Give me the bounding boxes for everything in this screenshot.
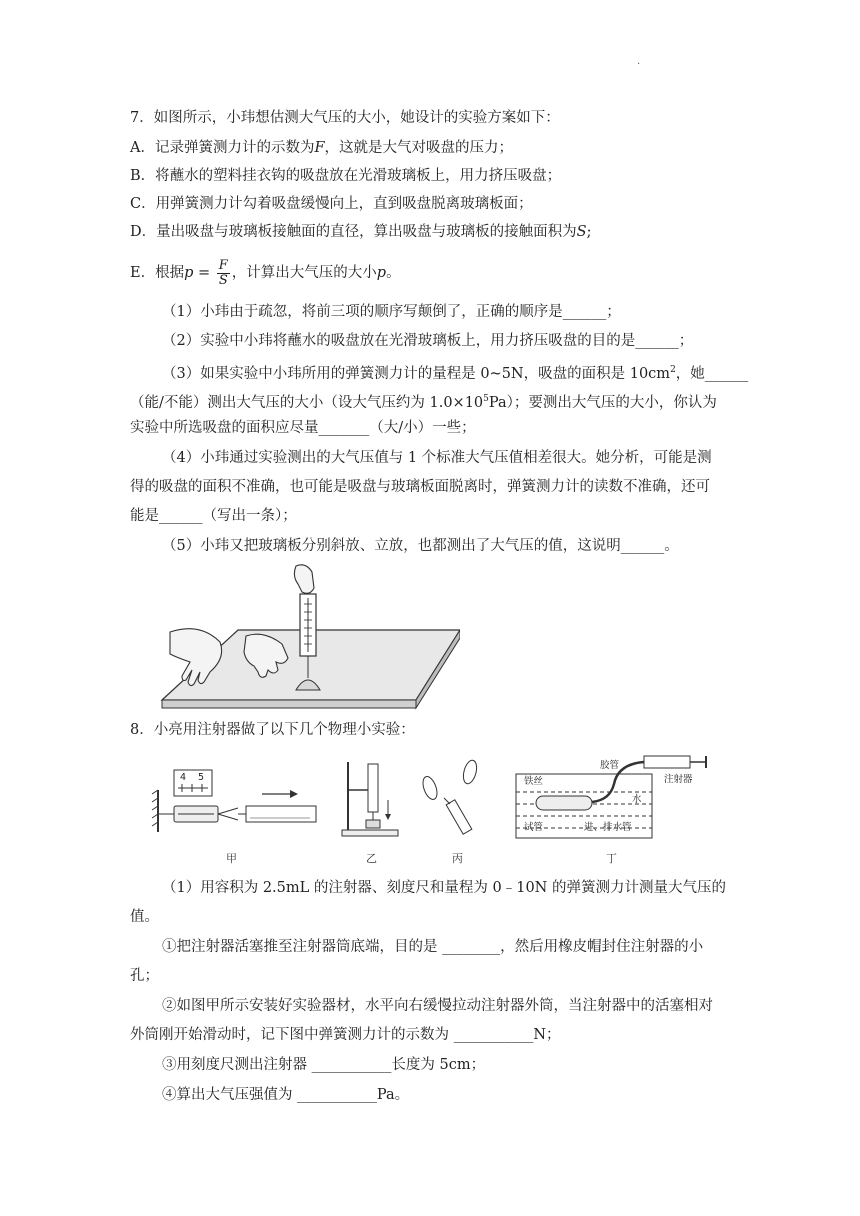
paper-boat-right [461, 759, 479, 785]
paper-boat-left [420, 775, 439, 802]
svg-text:注射器: 注射器 [664, 774, 693, 785]
figure-label-yi: 乙 [366, 852, 377, 865]
q8-step1-line1: ①把注射器活塞推至注射器筒底端，目的是 ________，然后用橡皮帽封住注射器的小 [162, 939, 704, 955]
q7-sub2: （2）实验中小玮将蘸水的吸盘放在光滑玻璃板上，用力挤压吸盘的目的是______； [162, 333, 694, 349]
q7-sub5: （5）小玮又把玻璃板分别斜放、立放，也都测出了大气压的值，这说明______。 [162, 538, 679, 554]
q8-sub1-line1: （1）用容积为 2.5mL 的注射器、刻度尺和量程为 0﹣10N 的弹簧测力计测量大气压的 [162, 880, 726, 896]
suction-cup-figure [160, 562, 460, 712]
q7-sub4-line3: 能是______（写出一条）； [130, 508, 297, 524]
q8-step2-line2: 外筒刚开始滑动时，记下图中弹簧测力计的示数为 ___________N； [130, 1027, 561, 1043]
q8-intro: 8．小亮用注射器做了以下几个物理小实验： [130, 722, 415, 738]
svg-text:铁丝: 铁丝 [524, 776, 544, 787]
q7-option-c: C．用弹簧测力计勾着吸盘缓慢向上，直到吸盘脱离玻璃板面； [130, 196, 533, 212]
svg-text:进、排水管: 进、排水管 [584, 822, 632, 833]
syringe [446, 800, 472, 834]
q8-step1-line2: 孔； [130, 968, 159, 984]
q7-option-d: D．量出吸盘与玻璃板接触面的直径，算出吸盘与玻璃板的接触面积为S; [130, 224, 592, 240]
syringe [368, 764, 378, 812]
svg-text:水: 水 [632, 794, 642, 805]
holding-hand [294, 565, 314, 593]
q7-sub3-line3: 实验中所选吸盘的面积应尽量_______（大/小）一些； [130, 420, 476, 436]
figure-label-ding: 丁 [606, 852, 617, 865]
pressure-formula: $\frac{F}{S}$ [218, 257, 228, 288]
q7-option-b: B．将蘸水的塑料挂衣钩的吸盘放在光滑玻璃板上，用力挤压吸盘； [130, 168, 562, 184]
q7-sub1: （1）小玮由于疏忽，将前三项的顺序写颠倒了，正确的顺序是______； [162, 304, 621, 320]
figure-bing [414, 758, 494, 842]
header-mark: . [637, 56, 641, 67]
figure-yi [338, 760, 408, 840]
q7-sub4-line1: （4）小玮通过实验测出的大气压值与 1 个标准大气压值相差很大。她分析，可能是测 [162, 450, 712, 466]
q7-sub3-line1: （3）如果实验中小玮所用的弹簧测力计的量程是 0~5N，吸盘的面积是 $10cm^2$，她______ [162, 365, 749, 382]
glass-plate-edge [162, 700, 416, 708]
q8-step4: ④算出大气压强值为 ___________Pa。 [162, 1087, 410, 1103]
q7-sub4-line2: 得的吸盘的面积不准确，也可能是吸盘与玻璃板面脱离时，弹簧测力计的读数不准确，还可 [130, 479, 710, 495]
q7-intro: 7．如图所示，小玮想估测大气压的大小，她设计的实验方案如下： [130, 110, 560, 126]
svg-text:4: 4 [180, 772, 187, 783]
q7-option-a: A．记录弹簧测力计的示数为F，这就是大气对吸盘的压力； [130, 140, 514, 156]
q7-sub3-line2: （能/不能）测出大气压的大小（设大气压约为 $1.0\times 10^5Pa$）；要测出大气压的大小，你认为 [130, 394, 717, 411]
figure-ding [514, 754, 714, 840]
svg-text:胶管: 胶管 [600, 760, 620, 771]
weight [366, 820, 380, 828]
syringe [246, 806, 316, 822]
q8-sub1-line2: 值。 [130, 909, 159, 925]
figure-label-jia: 甲 [226, 852, 237, 865]
syringe [644, 756, 690, 768]
q8-step2-line1: ②如图甲所示安装好实验器材，水平向右缓慢拉动注射器外筒，当注射器中的活塞相对 [162, 998, 713, 1014]
svg-text:试管: 试管 [524, 822, 544, 833]
figure-label-bing: 丙 [452, 852, 463, 865]
test-tube [536, 796, 592, 810]
figure-jia [150, 760, 325, 840]
q8-step3: ③用刻度尺测出注射器 ___________长度为 5cm； [162, 1057, 486, 1073]
svg-text:5: 5 [198, 772, 205, 783]
q7-option-e: E．根据p = $\frac{F}{S}$ ，计算出大气压的大小p。 [130, 257, 401, 288]
